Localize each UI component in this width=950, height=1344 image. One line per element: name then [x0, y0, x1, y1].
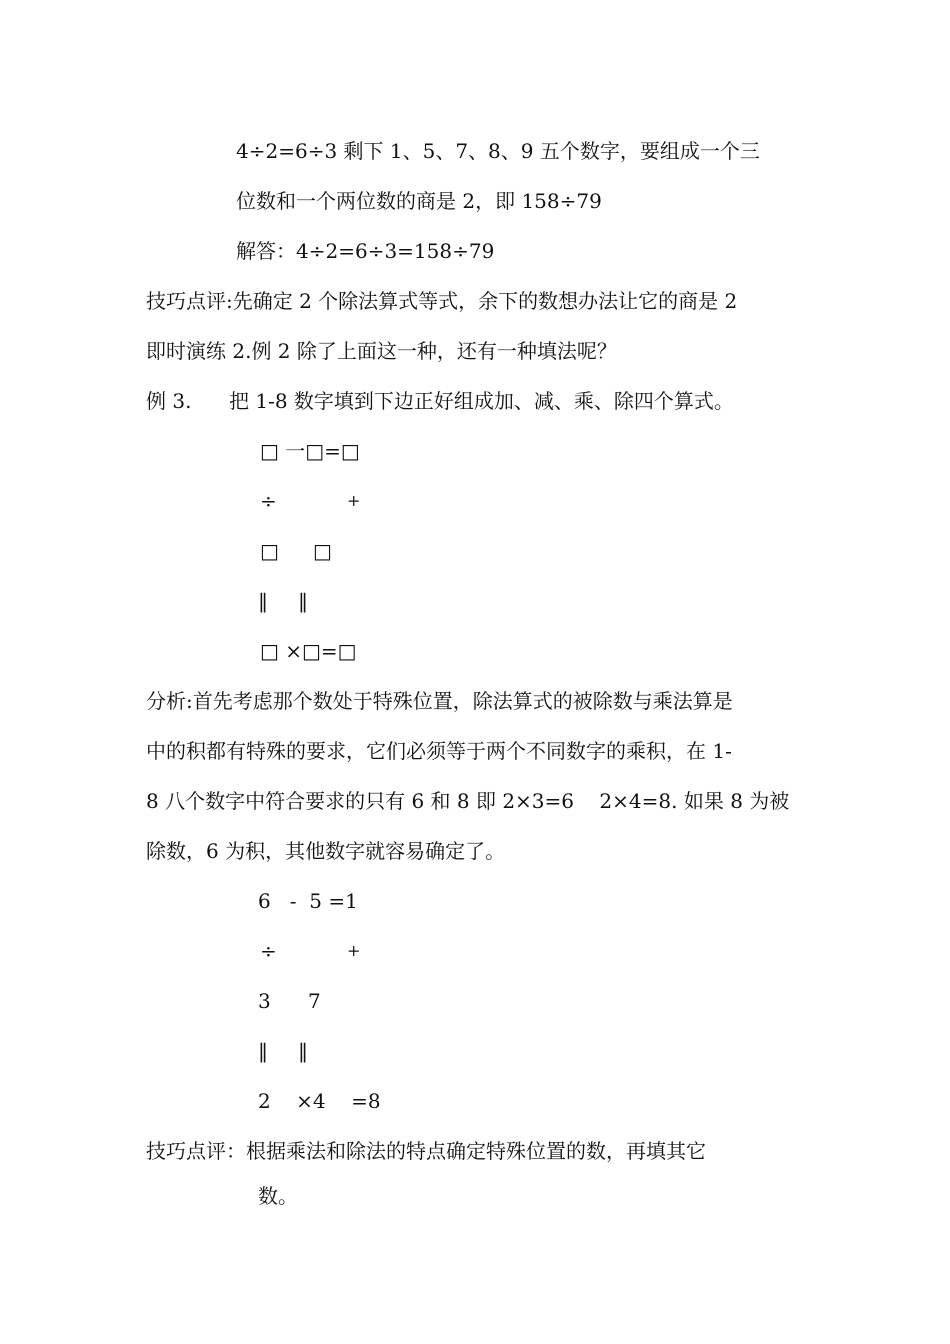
solution-plus-sign: +: [347, 941, 361, 960]
analysis-line: 分析:首先考虑那个数处于特殊位置，除法算式的被除数与乘法算是: [146, 689, 733, 713]
solution-number-right: 7: [308, 989, 321, 1013]
puzzle-box-left: □: [260, 539, 279, 563]
example-label: 例 3.: [146, 389, 192, 413]
practice-line: 即时演练 2.例 2 除了上面这一种，还有一种填法呢？: [146, 339, 617, 363]
solution-divide-sign: ÷: [260, 939, 277, 963]
puzzle-divide-sign: ÷: [260, 489, 277, 513]
text-line: 位数和一个两位数的商是 2，即 158÷79: [236, 189, 602, 213]
solution-equals-left: ‖: [258, 1039, 268, 1063]
example-text: 把 1-8 数字填到下边正好组成加、减、乘、除四个算式。: [229, 389, 734, 413]
analysis-line: 中的积都有特殊的要求，它们必须等于两个不同数字的乘积，在 1-: [146, 739, 732, 763]
puzzle-box-right: □: [313, 539, 332, 563]
analysis-line: 8 八个数字中符合要求的只有 6 和 8 即 2×3=6 2×4=8. 如果 8 为被: [146, 789, 790, 813]
puzzle-plus-sign: +: [347, 491, 361, 510]
solution-number-left: 3: [258, 989, 271, 1013]
puzzle-row-multiplication: □ ×□=□: [260, 639, 357, 663]
analysis-line: 除数，6 为积，其他数字就容易确定了。: [146, 839, 506, 863]
puzzle-row-subtraction: □ 一□=□: [260, 439, 360, 463]
solution-row-subtraction: 6 - 5 =1: [258, 889, 358, 913]
text-line: 4÷2=6÷3 剩下 1、5、7、8、9 五个数字，要组成一个三: [236, 139, 760, 163]
puzzle-equals-left: ‖: [258, 589, 268, 613]
tip-line: 数。: [258, 1184, 298, 1208]
answer-line: 解答：4÷2=6÷3=158÷79: [236, 239, 495, 263]
tip-line: 技巧点评：根据乘法和除法的特点确定特殊位置的数，再填其它: [146, 1139, 706, 1163]
puzzle-equals-right: ‖: [298, 589, 308, 613]
solution-equals-right: ‖: [298, 1039, 308, 1063]
tip-line: 技巧点评:先确定 2 个除法算式等式，余下的数想办法让它的商是 2: [146, 289, 738, 313]
solution-row-multiplication: 2 ×4 =8: [258, 1089, 381, 1113]
